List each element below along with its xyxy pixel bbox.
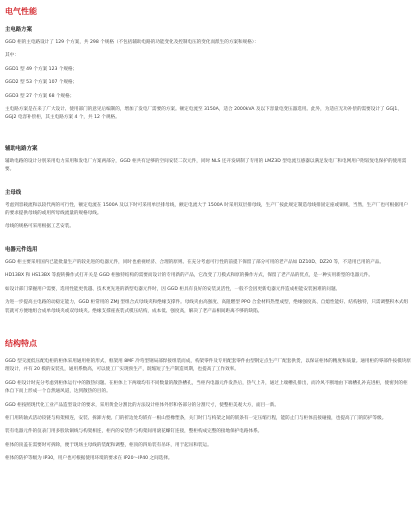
list-item: GGD2 型 53 个方案 107 个规格； xyxy=(5,80,78,86)
paragraph: GGD 柜设计时充分考虑到柜体运行中的散热问题。在柜体上下两端均有不同数量的散热槽孔，当柜内电器元件发热后，热气上升，通过上端槽孔排出，而冷风不断地由下端槽孔补充进柜，使密封的柜体自下而上形成一个自然通风道，达到散热的目的。 xyxy=(5,380,408,395)
section-title-structure: 结构特点 xyxy=(5,338,37,348)
paragraph: 柜体的防护等级为 IP30，用户也可根据使用环境的要求在 IP20～IP40 之间选择。 xyxy=(5,456,173,462)
paragraph: 柜门用转轴式活动铰链与构架相连，安装、拆卸方便。门的折边处均嵌有一根山型橡塑条，关门时门与构架之间的嵌条有一定压缩行程，能防止门与柜体直接碰撞，也提高了门的防护等级。 xyxy=(5,415,387,421)
paragraph: GGD 型交流低压配电柜的柜体采用通用柜的形式，框架用 8MF 冷弯型钢局部焊接组装而成，构架零件及专用配套零件由型钢定点生产厂配套供货，以保证柜体的精度和质量。通用柜的零部件按模块原理设计，并有 20 模的安装孔，通用系数高，可以使工厂实现预生产，既缩短了生产制造周期，也提高了工作效率。 xyxy=(5,358,411,373)
paragraph: 为进一步提高主电路的动稳定能力，GGD 柜常用的 ZMJ 型组合式母线夹和绝缘支撑件。母线夹由高强度、高阻燃型 PPO 合金材料热塑成型，绝缘强度高、自熄性能好、结构独特，只需调整积木式组装就可方便地组合成单母线夹或双母线夹。绝缘支撑座查装式模压结构，成本低、强度高，解决了老产品相间距离不够的缺陷。 xyxy=(5,300,409,314)
paragraph: 其中： xyxy=(5,53,19,59)
paragraph: GGD 柜按照现代化工业产品造型设计的要求，采用黄金分割比的方法设计柜体外形和各部分的分割尺寸，使整柜美观大方，面目一新。 xyxy=(5,402,279,408)
list-item: GGD1 型 49 个方案 123 个规格； xyxy=(5,66,78,72)
paragraph: HD13BX 和 HS13BX 等旋转操作式打开关是 GGD 柜独特结构的需要而设计的专用新的产品，它改变了刀模式和原的操作方式，保留了老产品的优点，是一种实用新型的电器元件。 xyxy=(5,273,373,279)
paragraph: 如设计部门掌握用户需要，选用性能更优越、技术更先进的新型电器元件时，因 GGD 柜具有良好的安装灵活性，一般不会因更新电器元件造成柜能安装困难的问题。 xyxy=(5,286,341,292)
heading-components: 电器元件选用 xyxy=(5,246,38,253)
paragraph: 母线的规格可采用根据工艺安装。 xyxy=(5,224,74,230)
paragraph: 辅助电路的设计分别采用电力采用和发电厂方案两部分，GGD 柜共有足够的空间安装二次元件，同时 NLS 还开发研制了专用的 LMZ3D 型电流互感器以满足发电厂和电网用户附较复电保护的使用需要。 xyxy=(5,158,407,173)
paragraph: 考虑到容载流和以较代两的可行性，额定电流在 1500A 及以下时可采用单层排母线，额定电流大于 1500A 时采用双层排母线，生产厂按此规定制造母线排固定座或铜规，当然，生产厂也可根据用户的要求提供母线的或用所母线流量的规格母线。 xyxy=(5,202,409,217)
heading-main-circuit: 主电路方案 xyxy=(5,27,32,33)
paragraph: GGD 柜主要采用国内已能批量生产的较先进的电器元件，同时也重视经济、合理的原则。在充分考虑可行性的前提下保留了部分可用的老产品如 DZ10D、DZ20 等，不适用已用的产品。 xyxy=(5,259,384,265)
paragraph: 柜体的顶盖在需要时可拆除，便于现场主母线的装配和调整，柜顶的四角装有吊环，用于起吊和装运。 xyxy=(5,442,212,448)
heading-main-busbar: 主母线 xyxy=(5,189,22,196)
list-item: GGD3 型 27 个方案 68 个规格； xyxy=(5,93,75,99)
paragraph: GGD 柜的主电路设计了 129 个方案，共 298 个规格（不包括辅助电路的功能变化及控制电压的变化而派生的方案和规格）： xyxy=(5,40,259,45)
heading-aux-circuit: 辅助电路方案 xyxy=(5,145,38,152)
paragraph: 装有电器元件的仪表门用多股软铜线与构架相连，柜内的安装件与构架间用滚花螺钉连接，整柜构成完整的接地保护电路体系。 xyxy=(5,429,263,435)
section-title-electrical: 电气性能 xyxy=(5,7,37,16)
paragraph: 主电路方案是在来了广大设计、使用部门的意见后编制的，增加了发电厂需要的方案。额定电流至 3150A，适合 2000kVA 及以下容量电变压器选用。此外，为适应无功补偿的需要设计了 GGJ1、GGJ2 电容补偿柜，其主电路方案 4 个，共 12 个规格。 xyxy=(5,107,402,121)
